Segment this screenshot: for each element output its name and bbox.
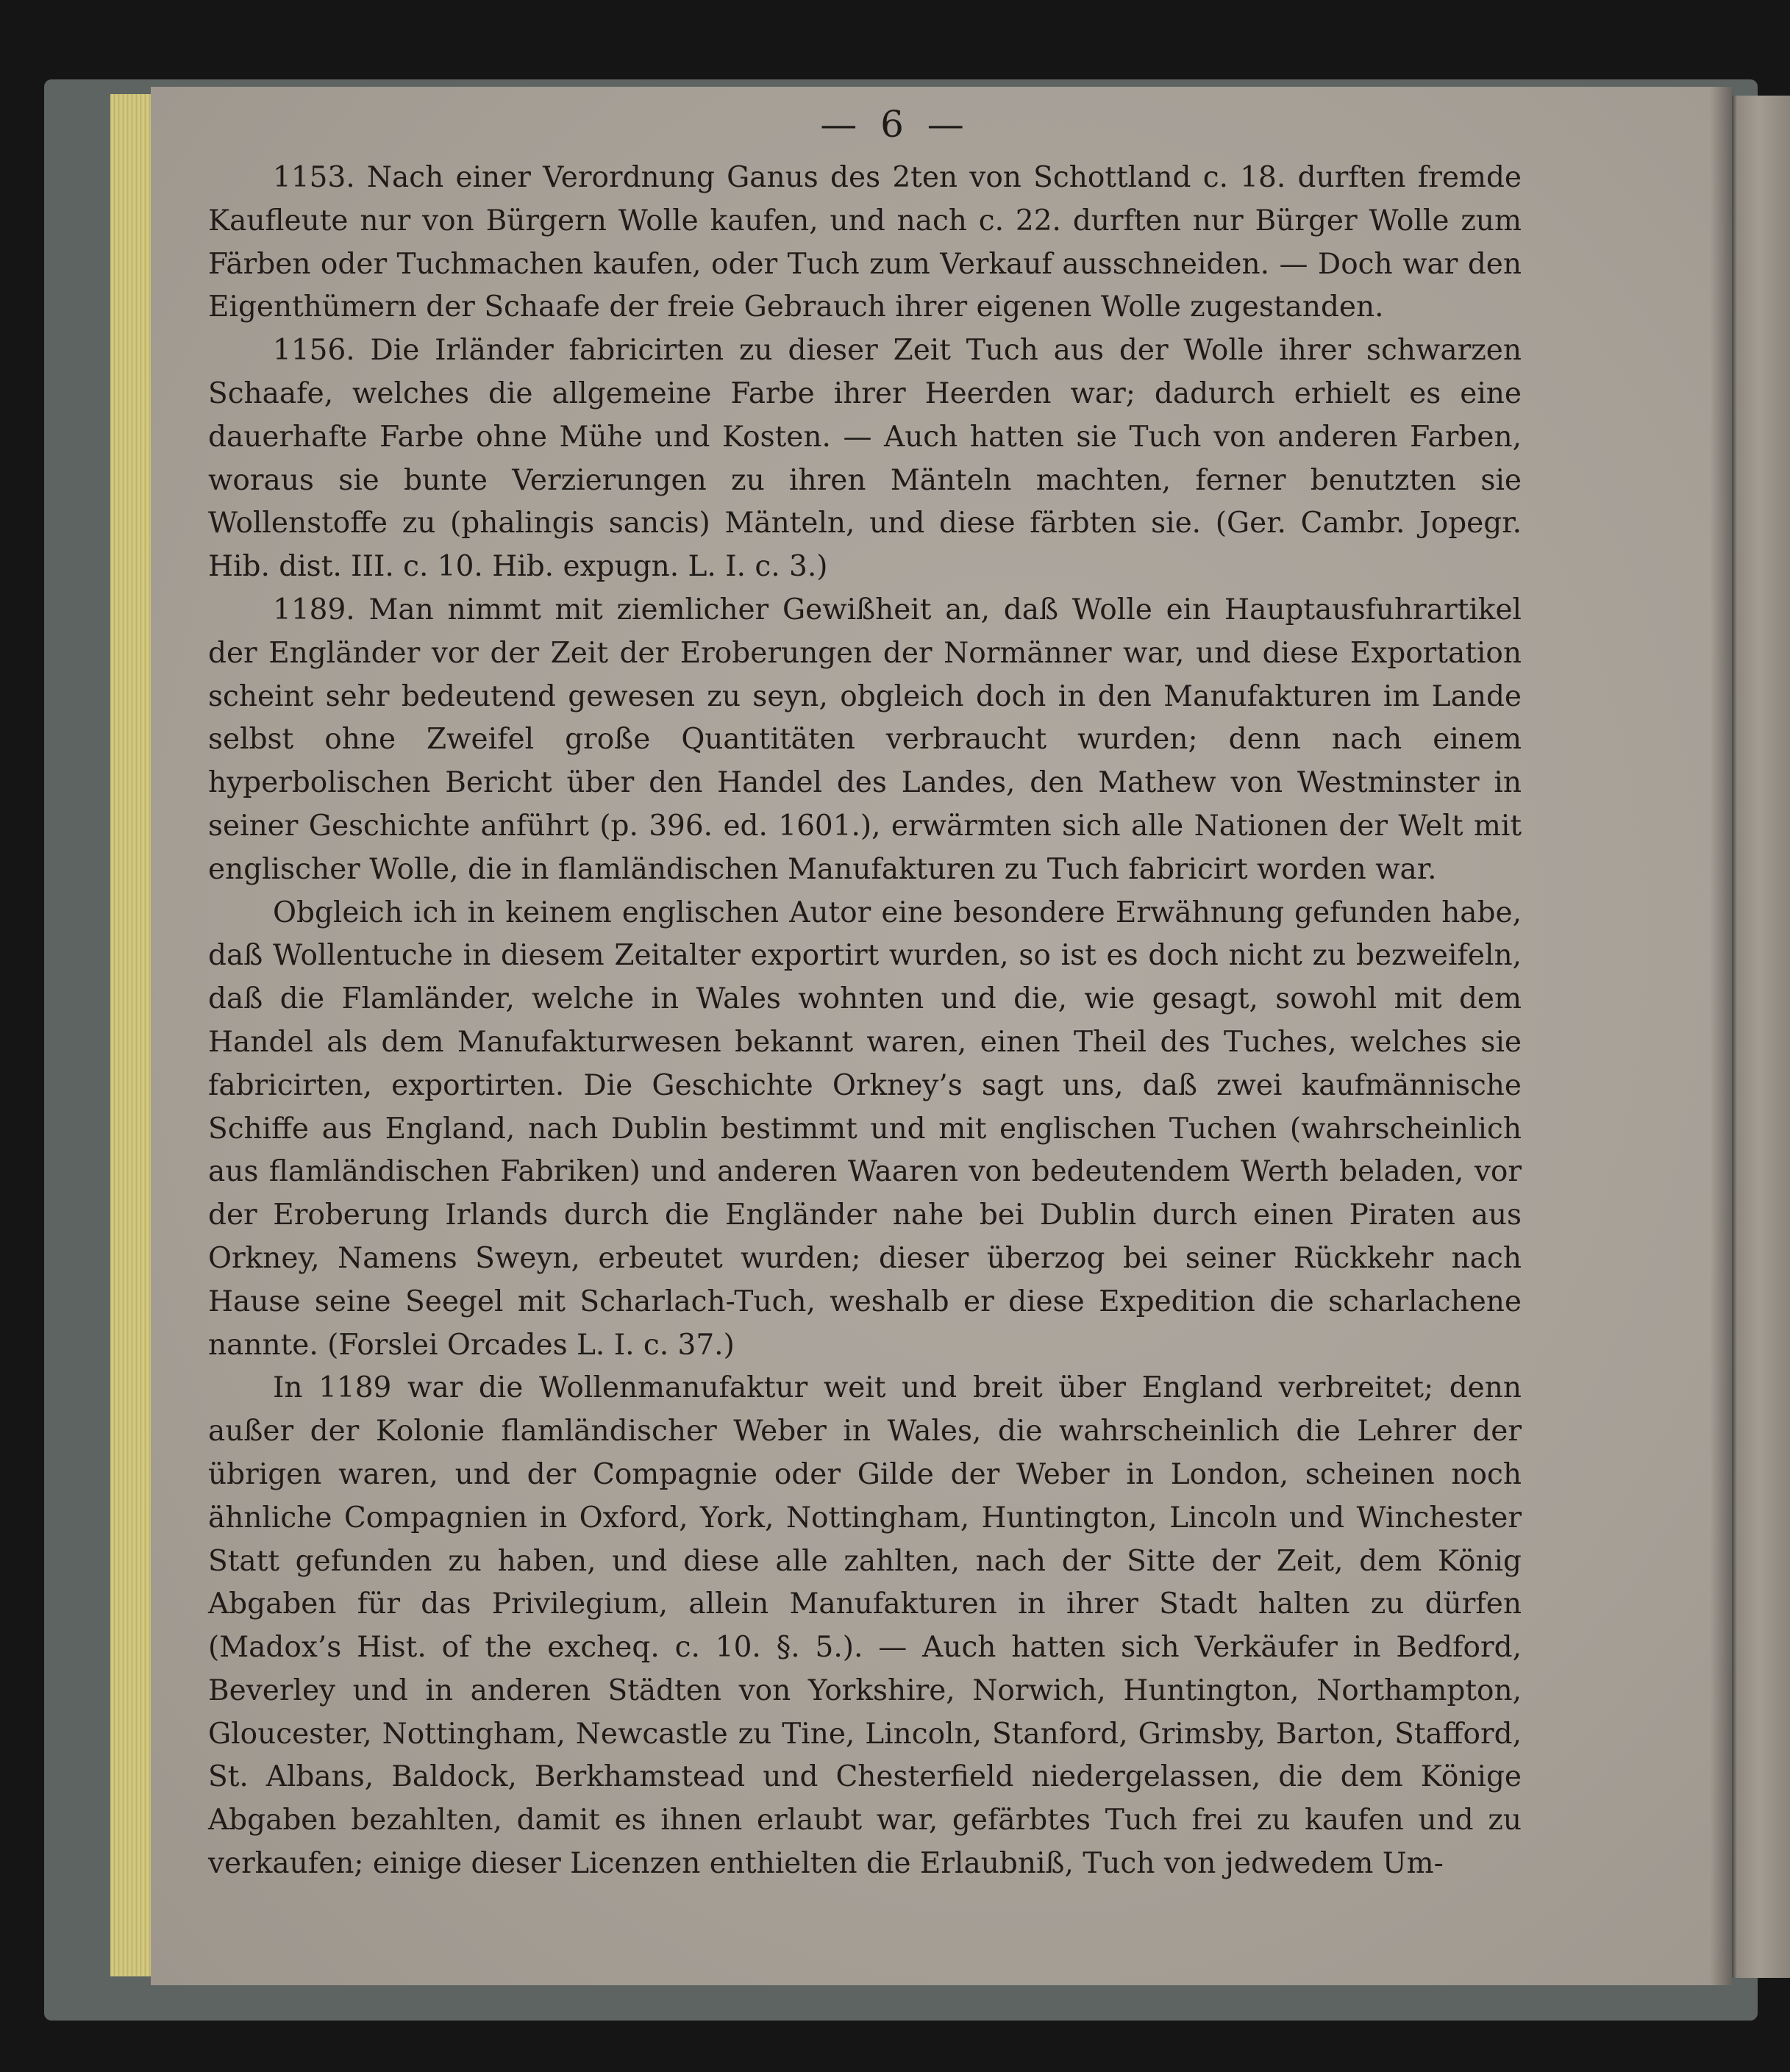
paragraph-1189: 1189. Man nimmt mit ziemlicher Gewißheit an, daß Wolle ein Hauptausfuhrartikel der Engländer vor der Zeit der Eroberungen der Normänner war, und diese Exportation scheint sehr bedeutend gewesen zu seyn, obgleich doch in den Manufakturen im Lande selbst ohne Zweifel große Quantitäten verbraucht wurden; denn nach einem hyperbolischen Bericht über den Handel des Landes, den Mathew von Westminster in seiner Geschichte anführt (p. 396. ed. 1601.), erwärmten sich alle Nationen der Welt mit englischer Wolle, die in flamländischen Manufakturen zu Tuch fabricirt worden war. <box>208 593 1522 886</box>
body-text <box>208 157 1522 1888</box>
paragraph-flemish-export: Obgleich ich in keinem englischen Autor eine besondere Erwähnung gefunden habe, daß Wollentuche in diesem Zeitalter exportirt wurden, so ist es doch nicht zu bezweifeln, daß die Flamländer, welche in Wales wohnten und die, wie gesagt, sowohl mit dem Handel als dem Manufakturwesen bekannt waren, einen Theil des Tuches, welches sie fabricirten, exportirten. Die Geschichte Orkney’s sagt uns, daß zwei kaufmännische Schiffe aus England, nach Dublin bestimmt und mit englischen Tuchen (wahrscheinlich aus flamländischen Fabriken) und anderen Waaren von bedeutendem Werth beladen, vor der Eroberung Irlands durch die Engländer nahe bei Dublin durch einen Piraten aus Orkney, Namens Sweyn, erbeutet wurden; dieser überzog bei seiner Rückkehr nach Hause seine Seegel mit Scharlach-Tuch, weshalb er diese Expedition die scharlachene nannte. (Forslei Orcades L. I. c. 37.) <box>208 896 1522 1362</box>
facing-page-edge <box>1730 96 1790 1978</box>
page-number: — 6 — <box>820 103 970 146</box>
paragraph-wool-manufacture: In 1189 war die Wollenmanufaktur weit und breit über England verbreitet; denn außer der Kolonie flamländischer Weber in Wales, die wahrscheinlich die Lehrer der übrigen waren, und der Compagnie oder Gilde der Weber in London, scheinen noch ähnliche Compagnien in Oxford, York, Nottingham, Huntington, Lincoln und Winchester Statt gefunden zu haben, und diese alle zahlten, nach der Sitte der Zeit, dem König Abgaben für das Privilegium, allein Manufakturen in ihrer Stadt halten zu dürfen (Madox’s Hist. of the excheq. c. 10. §. 5.). — Auch hatten sich Verkäufer in Bedford, Beverley und in anderen Städten von Yorkshire, Norwich, Huntington, Northampton, Gloucester, Nottingham, Newcastle zu Tine, Lincoln, Stanford, Grimsby, Barton, Stafford, St. Albans, Baldock, Berkhamstead und Chesterfield niedergelassen, die dem Könige Abgaben bezahlten, damit es ihnen erlaubt war, gefärbtes Tuch frei zu kaufen und zu verkaufen; einige dieser Licenzen enthielten die Erlaubniß, Tuch von jedwedem Um- <box>208 1371 1522 1881</box>
gutter-shadow <box>1710 87 1732 1985</box>
paragraph-1156: 1156. Die Irländer fabricirten zu dieser Zeit Tuch aus der Wolle ihrer schwarzen Schaafe, welches die allgemeine Farbe ihrer Heerden war; dadurch erhielt es eine dauerhafte Farbe ohne Mühe und Kosten. — Auch hatten sie Tuch von anderen Farben, woraus sie bunte Verzierungen zu ihren Mänteln machten, ferner benutzten sie Wollenstoffe zu (phalingis sancis) Mänteln, und diese färbten sie. (Ger. Cambr. Jopegr. Hib. dist. III. c. 10. Hib. expugn. L. I. c. 3.) <box>208 334 1522 584</box>
paragraph-1153: 1153. Nach einer Verordnung Ganus des 2ten von Schottland c. 18. durften fremde Kaufleute nur von Bürgern Wolle kaufen, und nach c. 22. durften nur Bürger Wolle zum Färben oder Tuchmachen kaufen, oder Tuch zum Verkauf ausschneiden. — Doch war den Eigenthümern der Schaafe der freie Gebrauch ihrer eigenen Wolle zugestanden. <box>208 161 1522 324</box>
